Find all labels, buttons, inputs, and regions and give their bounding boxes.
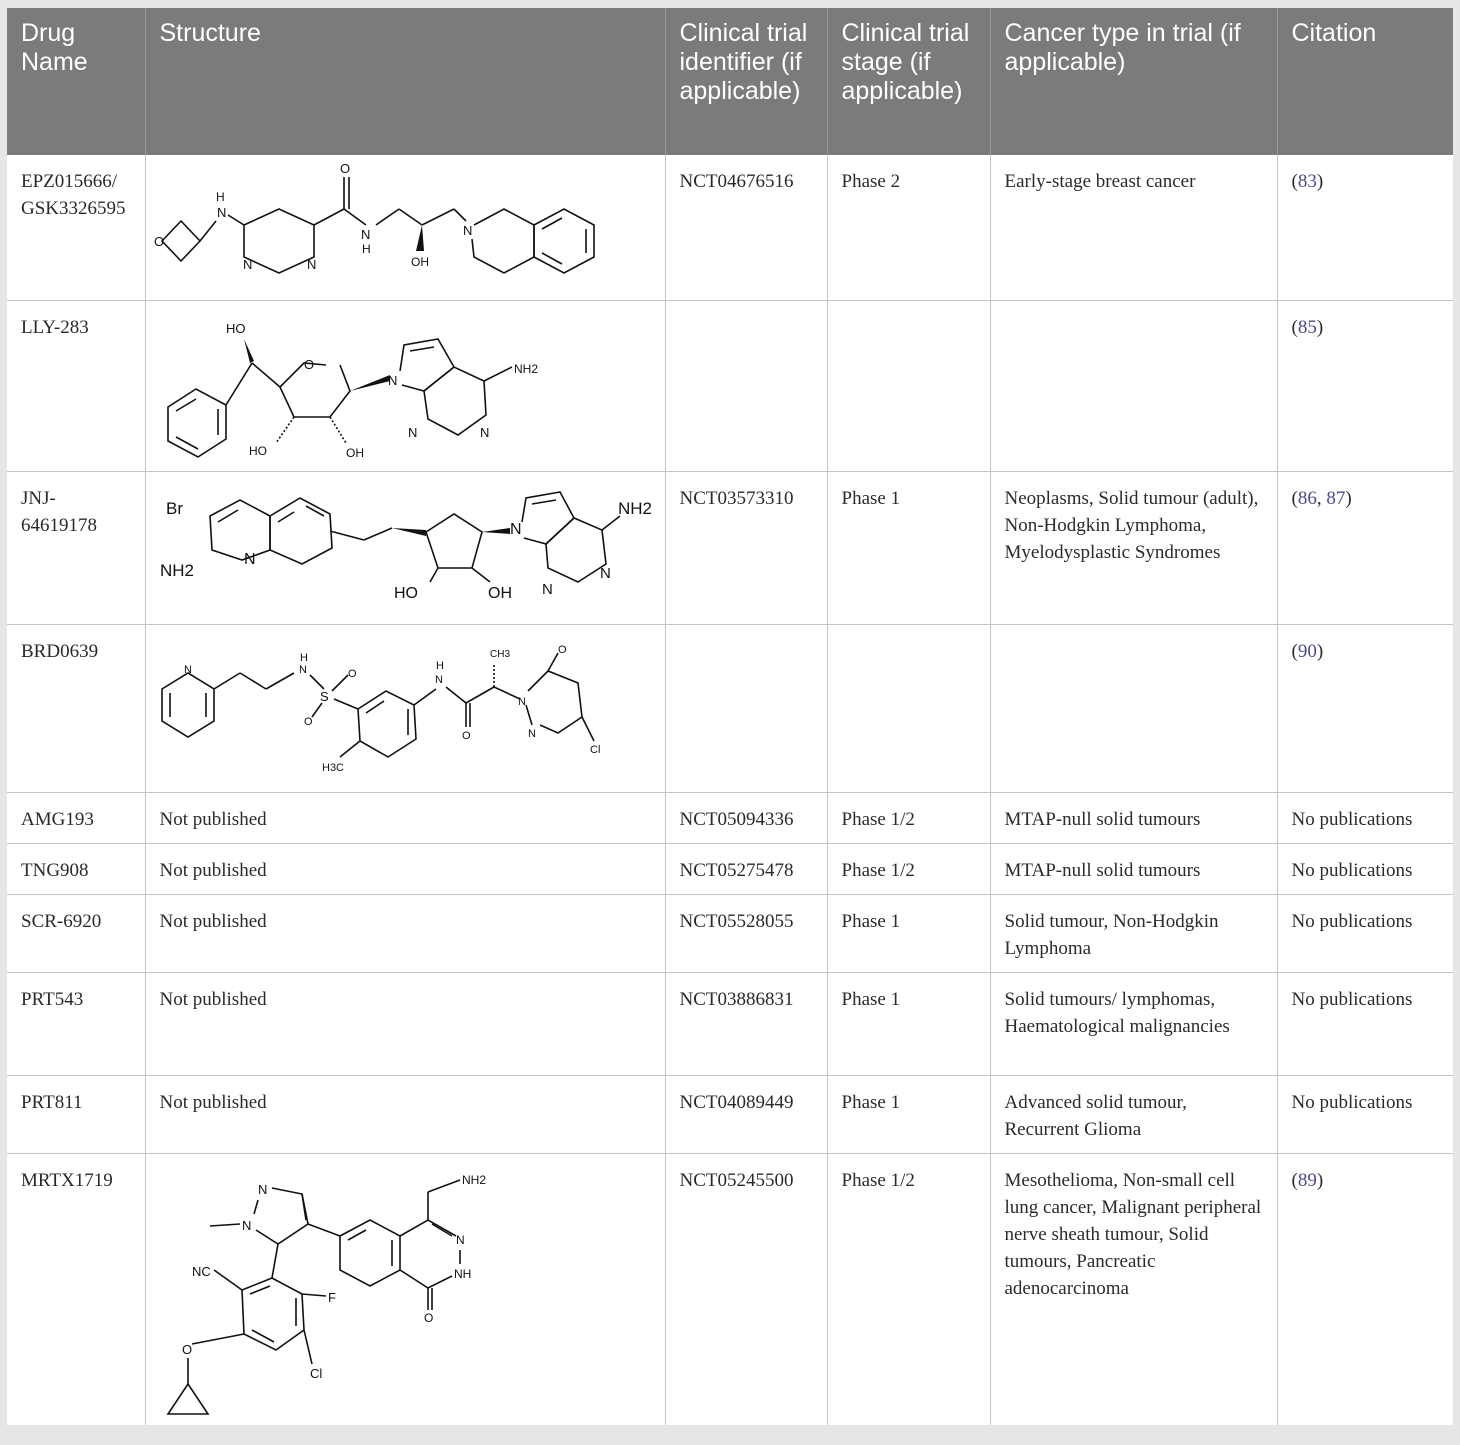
cancer-type	[990, 300, 1277, 471]
table-row	[7, 155, 1453, 300]
citation: No publications	[1277, 894, 1453, 972]
svg-text:OH: OH	[345, 445, 364, 460]
citation: No publications	[1277, 843, 1453, 894]
chemical-structure-mrtx1719	[154, 1158, 654, 1420]
citation: No publications	[1277, 792, 1453, 843]
citation-link[interactable]: 83	[1297, 171, 1317, 192]
svg-text:N: N	[462, 223, 472, 238]
structure-cell	[145, 1153, 665, 1425]
drug-name: EPZ015666/ GSK3326595	[7, 155, 145, 300]
structure-text: Not published	[145, 1075, 665, 1153]
trial-identifier	[665, 624, 827, 792]
trial-identifier: NCT05094336	[665, 792, 827, 843]
svg-text:N: N	[243, 550, 256, 568]
svg-text:N: N	[479, 424, 489, 440]
header-trial-identifier: Clinical trial identifier (if applicable)	[665, 8, 827, 155]
svg-text:HO: HO	[225, 320, 245, 336]
table-row	[7, 894, 1453, 972]
svg-text:N: N	[387, 372, 397, 388]
drug-name: JNJ-64619178	[7, 471, 145, 624]
trial-stage: Phase 1	[827, 972, 990, 1075]
chemical-structure-lly283	[154, 305, 654, 465]
table-row	[7, 1075, 1453, 1153]
citation: (83)	[1291, 171, 1324, 192]
svg-text:CH3: CH3	[489, 648, 510, 660]
trial-identifier: NCT05528055	[665, 894, 827, 972]
svg-text:NH: NH	[453, 1266, 471, 1281]
svg-text:N: N	[306, 257, 316, 272]
structure-text: Not published	[145, 843, 665, 894]
citation-link[interactable]: 87	[1326, 487, 1346, 509]
structure-cell	[145, 300, 665, 471]
cancer-type: MTAP-null solid tumours	[990, 843, 1277, 894]
drug-name: TNG908	[7, 843, 145, 894]
svg-text:O: O	[339, 161, 350, 176]
drug-name: AMG193	[7, 792, 145, 843]
svg-text:O: O	[557, 643, 567, 656]
citation: No publications	[1277, 1075, 1453, 1153]
structure-cell	[145, 155, 665, 300]
structure-text: Not published	[145, 972, 665, 1075]
svg-text:H3C: H3C	[321, 761, 344, 774]
svg-text:N: N	[527, 727, 536, 740]
svg-text:N: N	[434, 673, 443, 686]
trial-identifier: NCT05275478	[665, 843, 827, 894]
svg-text:O: O	[153, 234, 164, 249]
cancer-type: Solid tumours/ lymphomas, Haematological malignancies	[990, 972, 1277, 1075]
trial-stage: Phase 2	[827, 155, 990, 300]
svg-text:N: N	[541, 580, 553, 598]
svg-text:NC: NC	[191, 1263, 211, 1279]
citation: (89)	[1277, 1153, 1453, 1425]
svg-text:S: S	[319, 688, 329, 704]
trial-stage: Phase 1/2	[827, 792, 990, 843]
drug-name: MRTX1719	[7, 1153, 145, 1425]
svg-text:H: H	[361, 242, 371, 256]
structure-text: Not published	[145, 792, 665, 843]
header-structure: Structure	[145, 8, 665, 155]
header-trial-stage: Clinical trial stage (if applicable)	[827, 8, 990, 155]
cancer-type: Solid tumour, Non-Hodgkin Lymphoma	[990, 894, 1277, 972]
cancer-type: Advanced solid tumour, Recurrent Glioma	[990, 1075, 1277, 1153]
svg-text:HO: HO	[248, 443, 267, 458]
trial-stage: Phase 1/2	[827, 1153, 990, 1425]
svg-text:N: N	[509, 520, 522, 538]
svg-text:Cl: Cl	[309, 1365, 322, 1381]
trial-stage	[827, 300, 990, 471]
svg-text:O: O	[423, 1310, 433, 1325]
drug-name: BRD0639	[7, 624, 145, 792]
drug-table	[7, 8, 1453, 1425]
svg-text:O: O	[181, 1341, 192, 1357]
citation-link[interactable]: 89	[1297, 1169, 1317, 1191]
drug-name: LLY-283	[7, 300, 145, 471]
cancer-type: MTAP-null solid tumours	[990, 792, 1277, 843]
chemical-structure-epz015666	[154, 159, 654, 294]
chemical-structure-brd0639	[154, 629, 654, 787]
svg-text:H: H	[299, 651, 308, 664]
svg-text:N: N	[599, 564, 611, 582]
svg-text:N: N	[183, 663, 192, 676]
svg-text:F: F	[327, 1289, 336, 1305]
cancer-type: Early-stage breast cancer	[990, 155, 1277, 300]
table-row	[7, 1153, 1453, 1425]
trial-stage	[827, 624, 990, 792]
svg-text:N: N	[241, 1217, 251, 1233]
trial-identifier	[665, 300, 827, 471]
svg-text:N: N	[216, 205, 226, 220]
svg-text:N: N	[360, 227, 370, 242]
trial-identifier: NCT03573310	[665, 471, 827, 624]
cancer-type: Mesothelioma, Non-small cell lung cancer, Malignant peripheral nerve sheath tumour, Solid tumours, Pancreatic adenocarcinoma	[990, 1153, 1277, 1425]
trial-stage: Phase 1	[827, 894, 990, 972]
citation: (86, 87)	[1277, 471, 1453, 624]
svg-text:N: N	[257, 1181, 267, 1197]
table-header	[7, 8, 1453, 155]
svg-text:OH: OH	[410, 255, 429, 269]
citation-link[interactable]: 90	[1297, 640, 1317, 662]
structure-text: Not published	[145, 894, 665, 972]
trial-identifier: NCT04089449	[665, 1075, 827, 1153]
svg-text:O: O	[347, 667, 357, 680]
svg-text:NH2: NH2	[159, 560, 194, 580]
svg-text:H: H	[435, 659, 444, 672]
svg-text:N: N	[242, 257, 252, 272]
svg-text:N: N	[517, 695, 526, 708]
svg-text:NH2: NH2	[461, 1172, 486, 1187]
citation-link[interactable]: 86	[1297, 487, 1317, 509]
table-row	[7, 300, 1453, 471]
drug-name: PRT811	[7, 1075, 145, 1153]
svg-text:N: N	[298, 663, 307, 676]
table-row	[7, 471, 1453, 624]
table-row	[7, 972, 1453, 1075]
header-citation: Citation	[1277, 8, 1453, 155]
svg-text:NH2: NH2	[513, 361, 538, 376]
svg-text:N: N	[407, 424, 417, 440]
drug-name: SCR-6920	[7, 894, 145, 972]
citation: No publications	[1277, 972, 1453, 1075]
trial-stage: Phase 1	[827, 471, 990, 624]
table-row	[7, 792, 1453, 843]
citation: (85)	[1277, 300, 1453, 471]
citation: (90)	[1277, 624, 1453, 792]
table-row	[7, 624, 1453, 792]
svg-text:O: O	[303, 356, 314, 372]
citation-link[interactable]: 85	[1297, 316, 1317, 338]
svg-text:Br: Br	[165, 498, 183, 518]
svg-text:HO: HO	[393, 584, 418, 602]
cancer-type	[990, 624, 1277, 792]
svg-text:H: H	[215, 190, 225, 204]
trial-identifier: NCT05245500	[665, 1153, 827, 1425]
structure-cell	[145, 471, 665, 624]
header-cancer-type: Cancer type in trial (if applicable)	[990, 8, 1277, 155]
table-row	[7, 843, 1453, 894]
trial-identifier: NCT04676516	[665, 155, 827, 300]
svg-text:O: O	[461, 729, 471, 742]
svg-text:Cl: Cl	[589, 743, 600, 756]
cancer-type: Neoplasms, Solid tumour (adult), Non-Hodgkin Lymphoma, Myelodysplastic Syndromes	[990, 471, 1277, 624]
chemical-structure-jnj64619178	[154, 476, 654, 616]
trial-identifier: NCT03886831	[665, 972, 827, 1075]
trial-stage: Phase 1	[827, 1075, 990, 1153]
svg-text:OH: OH	[487, 584, 512, 602]
drug-name: PRT543	[7, 972, 145, 1075]
svg-text:O: O	[303, 715, 313, 728]
header-drug-name: Drug Name	[7, 8, 145, 155]
svg-text:N: N	[455, 1232, 465, 1247]
trial-stage: Phase 1/2	[827, 843, 990, 894]
svg-text:NH2: NH2	[617, 498, 652, 518]
structure-cell	[145, 624, 665, 792]
